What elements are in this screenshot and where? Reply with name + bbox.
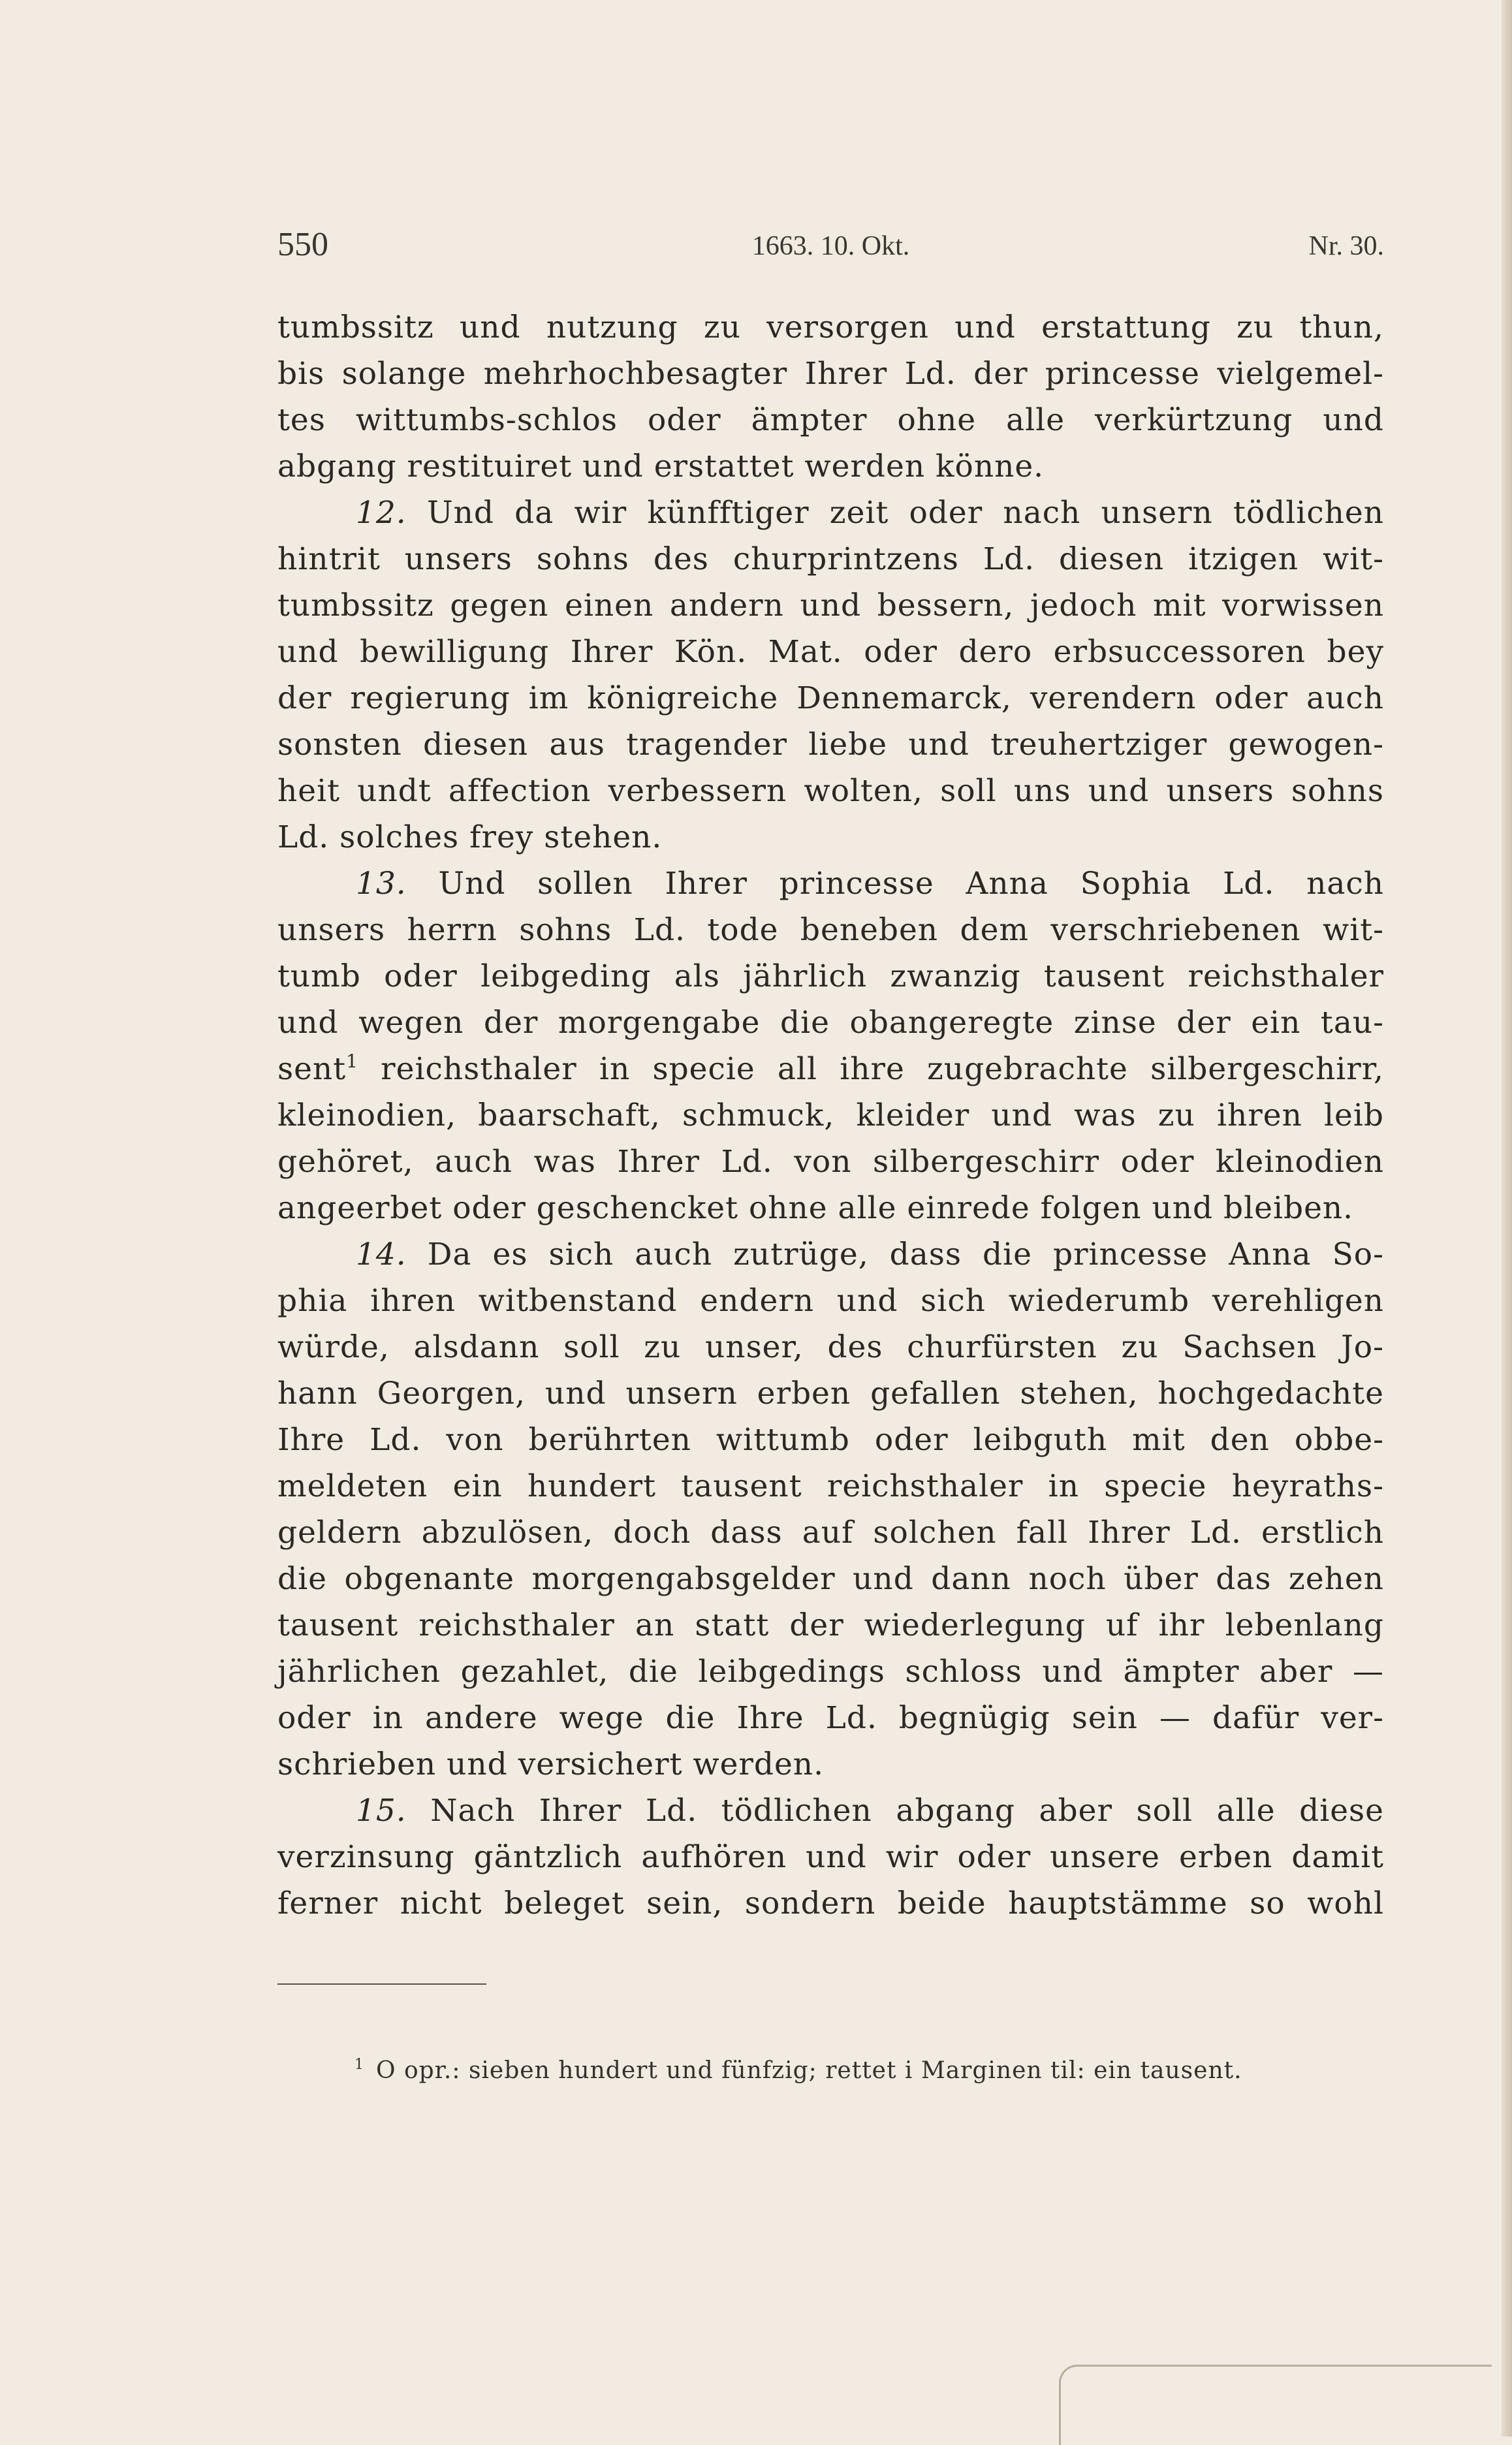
corner-mark	[1059, 2365, 1492, 2445]
text-line: Und da wir künfftiger zeit oder nach unsern tödlichen	[426, 495, 1384, 531]
text-line: verzinsung gäntzlich aufhören und wir oder unsere erben damit	[277, 1839, 1384, 1875]
text-line: der regierung im königreiche Dennemarck, verendern oder auch	[277, 680, 1384, 716]
text-line: tumbssitz und nutzung zu versorgen und erstattung zu thun,	[277, 309, 1384, 345]
text-line: phia ihren witbenstand endern und sich wiederumb verehligen	[277, 1283, 1384, 1319]
text-line: hann Georgen, und unsern erben gefallen stehen, hochgedachte	[277, 1376, 1384, 1412]
text-line: tausent reichsthaler an statt der wiederlegung uf ihr lebenlang	[277, 1607, 1384, 1643]
text-line: und bewilligung Ihrer Kön. Mat. oder dero erbsuccessoren bey	[277, 634, 1384, 670]
section-12-line	[277, 490, 1384, 536]
text-line: sonsten diesen aus tragender liebe und treuhertziger gewogen-	[277, 727, 1384, 763]
section-14-line	[277, 1231, 1384, 1278]
section-15-line	[277, 1788, 1384, 1834]
section-number: 15.	[356, 1793, 407, 1829]
text-line: Da es sich auch zutrüge, dass die princesse Anna So-	[427, 1237, 1384, 1272]
text-line: angeerbet oder geschencket ohne alle einrede folgen und bleiben.	[277, 1190, 1354, 1226]
text-line: Nach Ihrer Ld. tödlichen abgang aber soll alle diese	[430, 1793, 1384, 1829]
text-line-with-footnote	[277, 1046, 1384, 1092]
text-line: jährlichen gezahlet, die leibgedings schloss und ämpter aber —	[277, 1654, 1384, 1690]
text-line: tumbssitz gegen einen andern und bessern, jedoch mit vorwissen	[277, 588, 1384, 623]
section-number: 12.	[356, 495, 407, 531]
page-edge	[1502, 0, 1512, 2437]
footnote-reference: 1	[346, 1050, 358, 1072]
main-text	[277, 304, 1384, 1927]
footnote-marker: 1	[354, 2057, 364, 2073]
text-line: tes wittumbs-schlos oder ämpter ohne alle verkürtzung und	[277, 402, 1384, 438]
text-line: kleinodien, baarschaft, schmuck, kleider und was zu ihren leib	[277, 1097, 1384, 1133]
text-line: die obgenante morgengabsgelder und dann noch über das zehen	[277, 1561, 1384, 1597]
section-13-line	[277, 860, 1384, 907]
document-number: Nr. 30.	[1308, 231, 1384, 261]
text-line: Ihre Ld. von berührten wittumb oder leibguth mit den obbe-	[277, 1422, 1384, 1458]
footnote-separator	[277, 1983, 486, 1985]
text-line: schrieben und versichert werden.	[277, 1746, 825, 1782]
text-line: geldern abzulösen, doch dass auf solchen fall Ihrer Ld. erstlich	[277, 1515, 1384, 1551]
page-number: 550	[277, 226, 328, 263]
section-number: 13.	[356, 866, 407, 902]
header-date: 1663. 10. Okt.	[751, 231, 910, 261]
text-line: und wegen der morgengabe die obangeregte zinse der ein tau-	[277, 1005, 1384, 1041]
text-line: oder in andere wege die Ihre Ld. begnügig sein — dafür ver-	[277, 1700, 1384, 1736]
text-line: abgang restituiret und erstattet werden könne.	[277, 449, 1045, 484]
section-number: 14.	[356, 1237, 407, 1272]
text-line: meldeten ein hundert tausent reichsthaler in specie heyraths-	[277, 1468, 1384, 1504]
text-line: gehöret, auch was Ihrer Ld. von silbergeschirr oder kleinodien	[277, 1144, 1384, 1180]
text-line: bis solange mehrhochbesagter Ihrer Ld. der princesse vielgemel-	[277, 356, 1384, 392]
text-line: Und sollen Ihrer princesse Anna Sophia Ld. nach	[438, 866, 1384, 902]
footnote-text: O opr.: sieben hundert und fünfzig; rettet i Marginen til: ein tausent.	[376, 2057, 1242, 2084]
text-fragment: sent	[277, 1051, 347, 1087]
text-line: tumb oder leibgeding als jährlich zwanzig tausent reichsthaler	[277, 958, 1384, 994]
text-line: Ld. solches frey stehen.	[277, 819, 663, 855]
text-line: ferner nicht beleget sein, sondern beide hauptstämme so wohl	[277, 1885, 1384, 1921]
text-line: hintrit unsers sohns des churprintzens Ld. diesen itzigen wit-	[277, 541, 1384, 577]
footnote	[354, 2057, 1384, 2084]
text-line: würde, alsdann soll zu unser, des churfürsten zu Sachsen Jo-	[277, 1329, 1384, 1365]
text-fragment: reichsthaler in specie all ihre zugebrachte silbergeschirr,	[381, 1051, 1384, 1087]
text-line: heit undt affection verbessern wolten, soll uns und unsers sohns	[277, 773, 1384, 809]
running-header	[277, 225, 1384, 271]
text-line: unsers herrn sohns Ld. tode beneben dem verschriebenen wit-	[277, 912, 1384, 948]
